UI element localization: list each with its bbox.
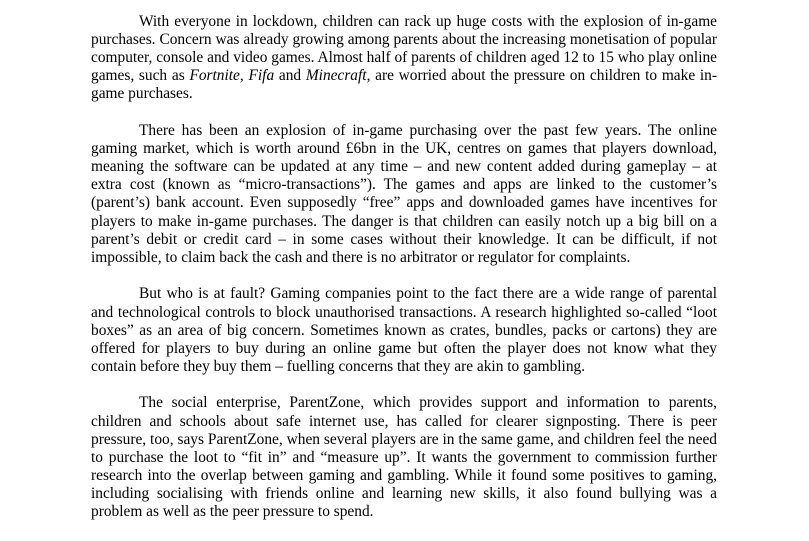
paragraph-text: , xyxy=(239,67,249,85)
game-title-minecraft: Minecraft xyxy=(305,67,367,85)
paragraph-text: , are worried about the pressure on children to make in-game purchases. xyxy=(91,67,717,103)
paragraph-who-is-at-fault: But who is at fault? Gaming companies point to the fact there are a wide range of parental and technological controls to block unauthorised transactions. A research highlighted so-called “loot boxes” as an area of big concern. Sometimes known as crates, bundles, packs or cartons) they are offered for players to buy during an online game but often the player does not know what they contain before they buy them – fuelling concerns that they are akin to gambling. xyxy=(91,285,717,375)
paragraph-text: and xyxy=(274,67,306,85)
paragraph-parentzone: The social enterprise, ParentZone, which provides support and information to parents, children and schools about safe internet use, has called for clearer signposting. There is peer pressure, too, says ParentZone, when several players are in the same game, and children feel the need to purchase the loot to “fit in” and “measure up”. It wants the government to commission further research into the overlap between gaming and gambling. While it found some positives to gaming, including socialising with friends online and learning new skills, it also found bullying was a problem as well as the peer pressure to spend. xyxy=(91,394,717,521)
paragraph-in-game-purchasing: There has been an explosion of in-game purchasing over the past few years. The online gaming market, which is worth around £6bn in the UK, centres on games that players download, meaning the software can be updated at any time – and new content added during gameplay – at extra cost (known as “micro-transactions”). The games and apps are linked to the customer’s (parent’s) bank account. Even supposedly “free” apps and downloaded games have incentives for players to make in-game purchases. The danger is that children can easily notch up a big bill on a parent’s debit or credit card – in some cases without their knowledge. It can be difficult, if not impossible, to claim back the cash and there is no arbitrator or regulator for complaints. xyxy=(91,122,717,266)
game-title-fortnite: Fortnite xyxy=(189,67,240,85)
paragraph-text: With everyone in lockdown, children can rack up huge costs with the explosion of in-game purchases. Concern was already growing among parents about the increasing monetisation of popular computer, console and video games. Almost half of parents of children aged 12 to 15 who play online games, such as xyxy=(91,13,717,85)
game-title-fifa: Fifa xyxy=(248,67,275,85)
paragraph-lockdown-purchases xyxy=(91,13,717,103)
document-body xyxy=(91,13,717,521)
